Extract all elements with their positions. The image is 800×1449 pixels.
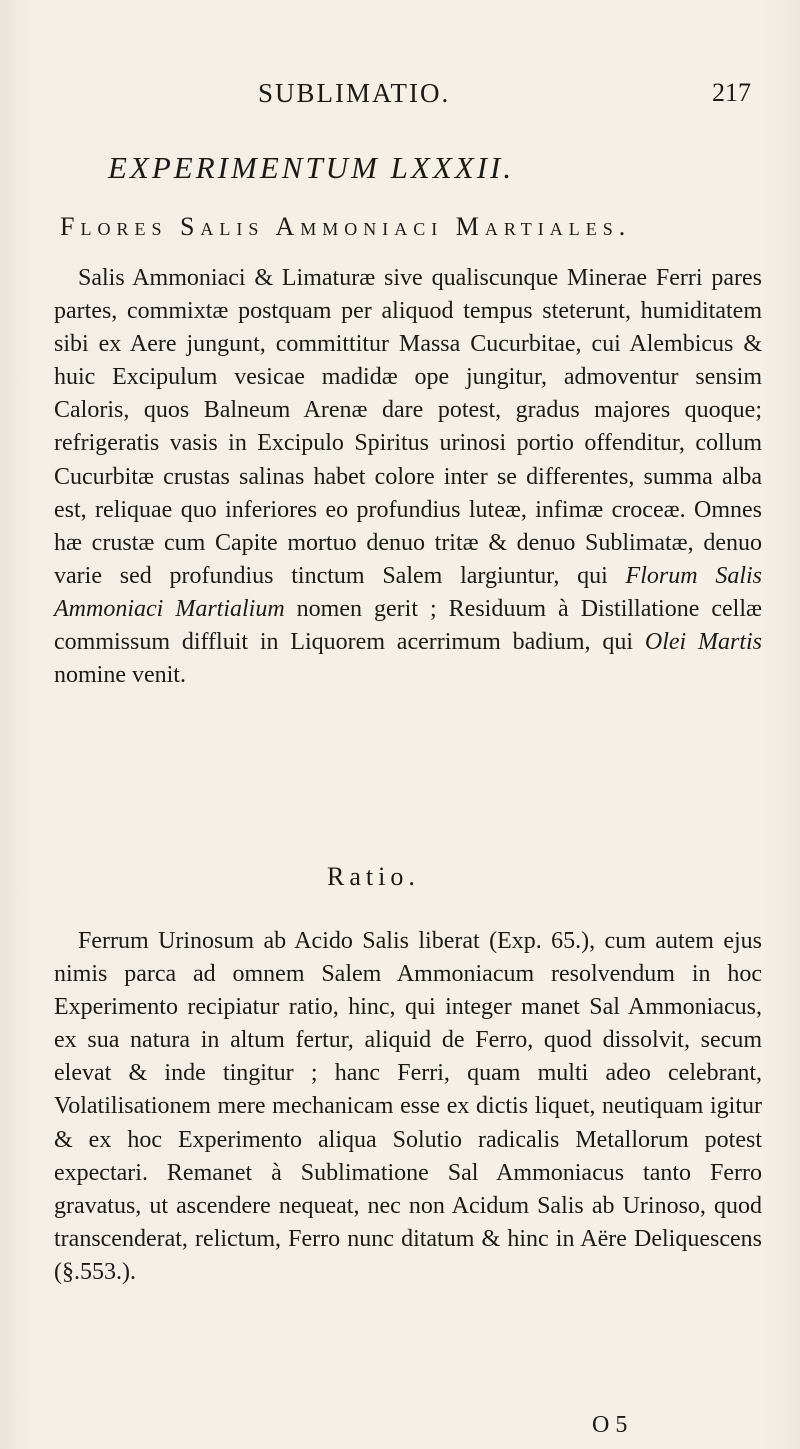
experiment-title: EXPERIMENTUM LXXXII. — [108, 150, 515, 185]
italic-term: Olei Martis — [644, 629, 763, 656]
page-number: 217 — [712, 78, 751, 107]
running-head: SUBLIMATIO. — [258, 78, 451, 108]
italic-term: Florum Salis Ammoniaci Martialium — [54, 562, 762, 622]
section-title: Flores Salis Ammoniaci Martiales. — [60, 212, 632, 241]
paragraph-text: nomine venit. — [54, 662, 186, 689]
experiment-paragraph — [54, 262, 762, 692]
paragraph-text: nomen gerit ; Residuum à Distillatione cellæ commissum diffluit in Liquorem acerrimum badium, qui — [54, 595, 762, 656]
paragraph-text: Salis Ammoniaci & Limaturæ sive qualiscunque Minerae Ferri pares partes, commixtæ postquam per aliquod tempus steterunt, humiditatem sibi ex Aere jungunt, committitur Massa Cucurbitae, cui Alembicus & huic Excipulum vesicae madidæ ope jungitur, admoventur sensim Caloris, quos Balneum Arenæ dare potest, gradus majores quoque; refrigeratis vasis in Excipulo Spiritus urinosi portio offenditur, collum Cucurbitæ crustas salinas habet colore inter se differentes, summa alba est, reliquae quo inferiores eo profundius luteæ, infimæ croceæ. Omnes hæ crustæ cum Capite mortuo denuo tritæ & denuo Sublimatæ, denuo varie sed profundius tinctum Salem largiuntur, qui — [54, 265, 762, 589]
page-header — [0, 78, 800, 118]
signature-mark: O 5 — [592, 1412, 628, 1438]
ratio-heading: Ratio. — [327, 862, 420, 891]
ratio-paragraph: Ferrum Urinosum ab Acido Salis liberat (Exp. 65.), cum autem ejus nimis parca ad omnem Salem Ammoniacum resolvendum in hoc Experimento recipiatur ratio, hinc, qui integer manet Sal Ammoniacus, ex sua natura in altum fertur, aliquid de Ferro, quod dissolvit, secum elevat & inde tingitur ; hanc Ferri, quam multi adeo celebrant, Volatilisationem mere mechanicam esse ex dictis liquet, neutiquam igitur & ex hoc Experimento aliqua Solutio radicalis Metallorum potest expectari. Remanet à Sublimatione Sal Ammoniacus tanto Ferro gravatus, ut ascendere nequeat, nec non Acidum Salis ab Urinoso, quod transcenderat, relictum, Ferro nunc ditatum & hinc in Aëre Deliquescens (§.553.). — [54, 928, 762, 1285]
